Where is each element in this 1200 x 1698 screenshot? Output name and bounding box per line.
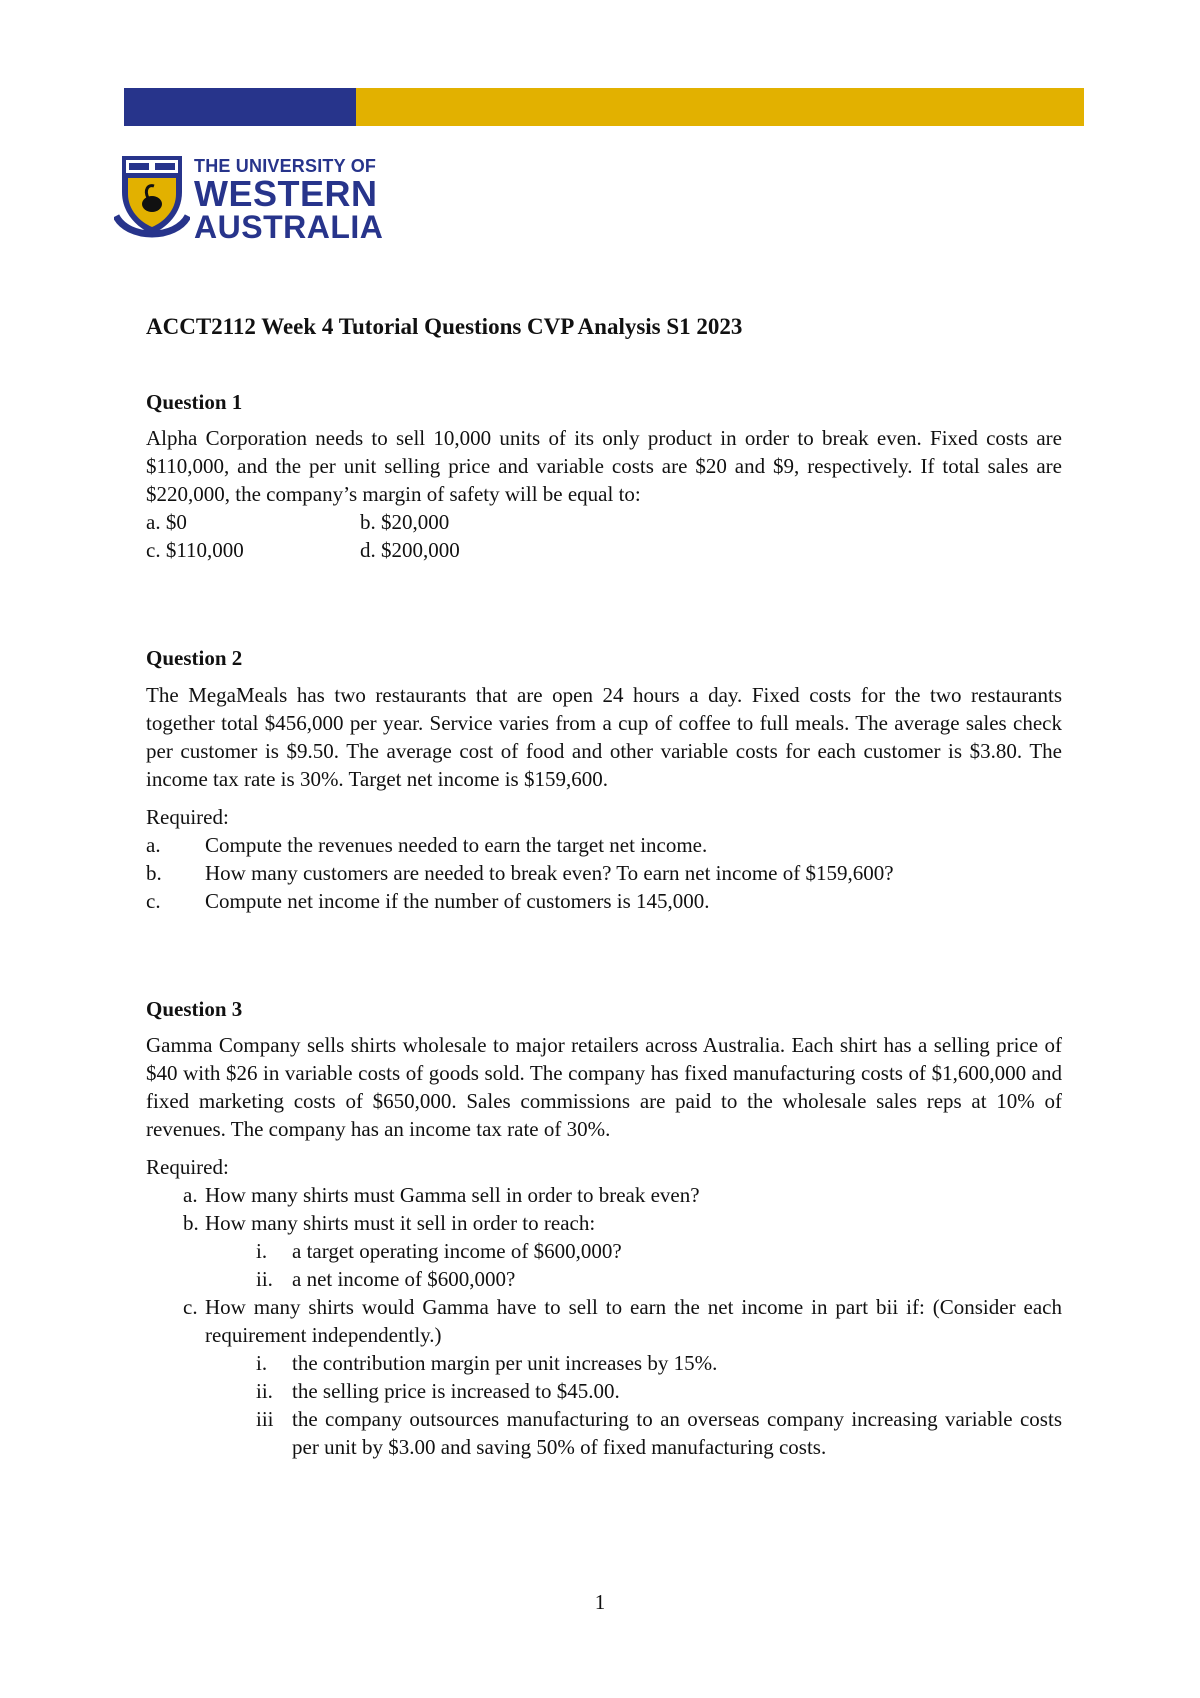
list-item — [256, 1349, 1062, 1377]
option-a: a. $0 — [146, 510, 187, 534]
item-text: How many shirts would Gamma have to sell to earn the net income in part bii if: (Consider each requirement independently.) — [205, 1295, 1062, 1347]
item-label: c. — [183, 1295, 198, 1319]
item-text: Compute net income if the number of customers is 145,000. — [205, 889, 710, 913]
item-label: a. — [183, 1183, 198, 1207]
question-1-heading: Question 1 — [146, 390, 243, 414]
crest-icon — [114, 152, 190, 244]
university-logo — [114, 152, 384, 245]
list-item — [256, 1405, 1062, 1461]
item-text: How many shirts must it sell in order to reach: — [205, 1211, 596, 1235]
option-c: c. $110,000 — [146, 538, 244, 562]
item-text: How many shirts must Gamma sell in order to break even? — [205, 1183, 700, 1207]
list-item — [183, 1181, 1062, 1209]
list-item — [183, 1293, 1062, 1349]
item-text: the company outsources manufacturing to an overseas company increasing variable costs per unit by $3.00 and saving 50% of fixed manufacturing costs. — [292, 1407, 1062, 1459]
item-label: i. — [256, 1239, 268, 1263]
list-item — [183, 1209, 1062, 1237]
header-bar-blue — [124, 88, 356, 126]
option-d: d. $200,000 — [360, 538, 460, 562]
item-text: a net income of $600,000? — [292, 1267, 516, 1291]
logo-line-2: WESTERN — [194, 173, 378, 214]
logo-line-1: THE UNIVERSITY OF — [194, 156, 377, 176]
item-text: the selling price is increased to $45.00. — [292, 1379, 620, 1403]
document-title: ACCT2112 Week 4 Tutorial Questions CVP Analysis S1 2023 — [146, 314, 743, 339]
item-text: Compute the revenues needed to earn the target net income. — [205, 833, 708, 857]
question-1-options — [146, 508, 1062, 564]
question-1-body: Alpha Corporation needs to sell 10,000 units of its only product in order to break even. Fixed costs are $110,000, and the per unit selling price and variable costs are $20 and $9, respectively. If total sales are $220,000, the company’s margin of safety will be equal to: — [146, 426, 1062, 506]
list-item — [256, 1237, 1062, 1265]
question-3-required-label: Required: — [146, 1155, 229, 1179]
list-item — [146, 831, 1062, 859]
list-item — [146, 887, 1062, 915]
question-3-body: Gamma Company sells shirts wholesale to major retailers across Australia. Each shirt has a selling price of $40 with $26 in variable costs of goods sold. The company has fixed manufacturing costs of $1,600,000 and fixed marketing costs of $650,000. Sales commissions are paid to the wholesale sales reps at 10% of revenues. The company has an income tax rate of 30%. — [146, 1033, 1062, 1141]
item-label: c. — [146, 889, 161, 913]
question-3-heading: Question 3 — [146, 997, 243, 1021]
item-label: b. — [183, 1211, 199, 1235]
item-label: ii. — [256, 1379, 273, 1403]
item-label: b. — [146, 861, 162, 885]
question-2-heading: Question 2 — [146, 646, 243, 670]
page-number: 1 — [594, 1590, 606, 1614]
question-2-required-label: Required: — [146, 805, 229, 829]
logo-line-3: AUSTRALIA — [194, 209, 384, 245]
list-item — [256, 1265, 1062, 1293]
question-2-body: The MegaMeals has two restaurants that are open 24 hours a day. Fixed costs for the two restaurants together total $456,000 per year. Service varies from a cup of coffee to full meals. The average sales check per customer is $9.50. The average cost of food and other variable costs for each customer is $3.80. The income tax rate is 30%. Target net income is $159,600. — [146, 683, 1062, 791]
item-label: ii. — [256, 1267, 273, 1291]
item-text: How many customers are needed to break even? To earn net income of $159,600? — [205, 861, 894, 885]
list-item — [256, 1377, 1062, 1405]
option-b: b. $20,000 — [360, 510, 450, 534]
item-text: a target operating income of $600,000? — [292, 1239, 622, 1263]
item-text: the contribution margin per unit increases by 15%. — [292, 1351, 718, 1375]
item-label: a. — [146, 833, 161, 857]
header-bar-gold — [356, 88, 1084, 126]
list-item — [146, 859, 1062, 887]
document-body — [146, 310, 1062, 1461]
item-label: i. — [256, 1351, 268, 1375]
item-label: iii — [256, 1407, 274, 1431]
